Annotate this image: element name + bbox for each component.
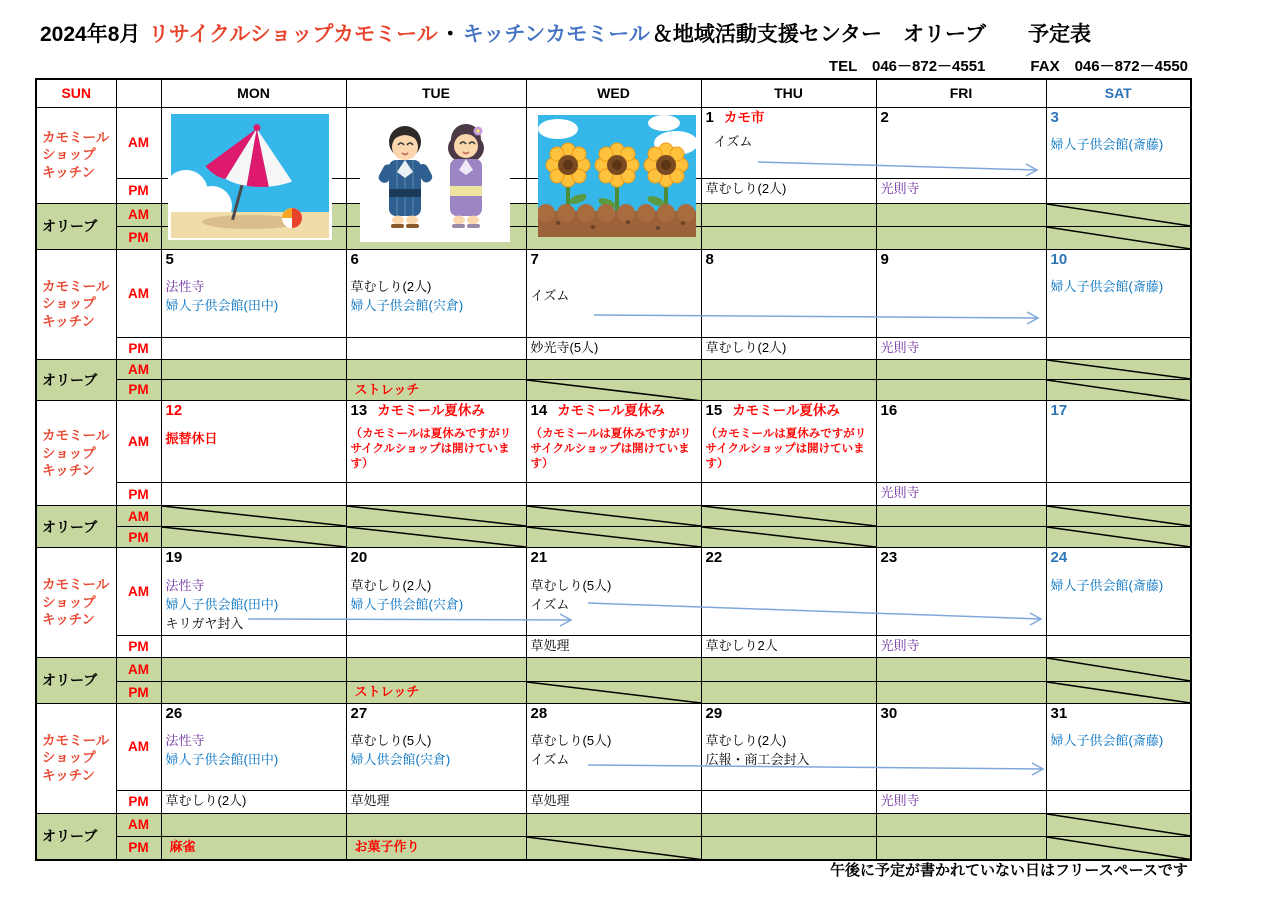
day-number: 16	[880, 402, 898, 420]
day-number: 6	[350, 250, 359, 268]
event: 婦人子供会館(斎藤)	[1050, 578, 1164, 594]
cell-aug27-pm	[346, 790, 526, 813]
cell-aug8-olive-pm	[701, 379, 876, 401]
cell-aug12-olive-am-crossed	[161, 506, 346, 527]
group-olive-label: オリーブ	[36, 506, 116, 548]
day-number: 12	[165, 402, 183, 420]
cell-aug29-pm	[701, 790, 876, 813]
cell-aug28-am	[526, 703, 701, 790]
strikethrough-diagonal	[1047, 527, 1191, 547]
strikethrough-diagonal	[702, 506, 876, 526]
cell-aug13-olive-pm-crossed	[346, 527, 526, 548]
cell-aug19-am	[161, 548, 346, 635]
cell-aug29-am	[701, 703, 876, 790]
cell-aug13-am	[346, 401, 526, 483]
event: イズム	[530, 288, 570, 304]
cell-aug28-olive-am	[526, 813, 701, 836]
strikethrough-diagonal	[527, 837, 701, 860]
event: 婦人子供会館(斎藤)	[1050, 137, 1164, 153]
group-kamomile-label	[36, 107, 116, 203]
group-label-line: ショップ	[42, 296, 96, 312]
strikethrough-diagonal	[527, 682, 701, 703]
event: 草むしり(2人)	[165, 792, 247, 808]
am-label: AM	[116, 203, 161, 226]
event: 草処理	[530, 637, 570, 653]
cell-aug20-am	[346, 548, 526, 635]
cell-aug31-olive-pm-crossed	[1046, 836, 1191, 860]
pm-label: PM	[116, 790, 161, 813]
cell-aug23-am	[876, 548, 1046, 635]
event: 草処理	[530, 792, 570, 808]
day-number: 28	[530, 704, 548, 722]
group-label-line: ショップ	[42, 750, 96, 766]
day-number: 20	[350, 549, 368, 567]
day-number: 9	[880, 250, 889, 268]
group-kamomile-label	[36, 401, 116, 506]
strikethrough-diagonal	[347, 527, 526, 547]
day-number: 23	[880, 549, 898, 567]
cell-aug1-olive-am	[701, 203, 876, 226]
cell-aug14-olive-pm-crossed	[526, 527, 701, 548]
event: 婦人供会館(宍倉)	[350, 752, 451, 768]
strikethrough-diagonal	[1047, 506, 1191, 526]
group-label-line: カモミール	[42, 129, 110, 145]
cell-aug28-pm	[526, 790, 701, 813]
day-number: 7	[530, 250, 539, 268]
event: お菓子作り	[354, 838, 420, 854]
day-number: 19	[165, 549, 183, 567]
cell-aug20-pm	[346, 635, 526, 657]
group-olive-label: オリーブ	[36, 657, 116, 703]
week2-olive-am-row	[36, 359, 1191, 379]
cell-aug1-olive-pm	[701, 226, 876, 249]
group-olive-label: オリーブ	[36, 203, 116, 249]
cell-aug9-am	[876, 249, 1046, 337]
sunflowers-illustration	[538, 115, 696, 242]
event: カモミール夏休み	[557, 403, 665, 419]
tel-fax-line: TEL 046－872－4551 FAX 046－872－4550	[828, 58, 1188, 75]
day-number: 17	[1050, 402, 1068, 420]
day-number: 21	[530, 549, 548, 567]
event: 草むしり(5人)	[350, 733, 432, 749]
pm-label: PM	[116, 337, 161, 359]
cell-aug26-pm	[161, 790, 346, 813]
cell-aug1-pm	[701, 178, 876, 203]
day-number: 22	[705, 549, 723, 567]
cell-aug22-olive-am	[701, 657, 876, 681]
strikethrough-diagonal	[1047, 814, 1191, 836]
event: 草むしり(2人)	[350, 578, 432, 594]
event: 婦人子供会館(田中)	[165, 596, 279, 612]
cell-aug22-pm	[701, 635, 876, 657]
cell-aug29-olive-am	[701, 813, 876, 836]
cell-aug10-am	[1046, 249, 1191, 337]
title-shop-name: リサイクルショップカモミール	[148, 23, 438, 46]
event: 光則寺	[880, 339, 920, 355]
pm-label: PM	[116, 836, 161, 860]
week4-olive-pm-row	[36, 681, 1191, 703]
cell-aug30-olive-am	[876, 813, 1046, 836]
week4-pm-row	[36, 635, 1191, 657]
group-label-line: キッチン	[42, 463, 96, 479]
cell-aug17-pm	[1046, 483, 1191, 506]
event: ストレッチ	[354, 381, 420, 397]
cell-aug20-olive-am	[346, 657, 526, 681]
pm-label: PM	[116, 226, 161, 249]
day-number: 14	[530, 402, 548, 420]
strikethrough-diagonal	[702, 527, 876, 547]
cell-aug23-pm	[876, 635, 1046, 657]
group-olive-label: オリーブ	[36, 359, 116, 401]
event: 草むしり(2人)	[705, 180, 787, 196]
am-label: AM	[116, 249, 161, 337]
cell-aug5-olive-pm	[161, 379, 346, 401]
cell-aug22-olive-pm	[701, 681, 876, 703]
week2-am-row	[36, 249, 1191, 337]
cell-aug16-pm	[876, 483, 1046, 506]
header-fri: FRI	[876, 79, 1046, 107]
cell-aug31-olive-am-crossed	[1046, 813, 1191, 836]
am-label: AM	[116, 548, 161, 635]
day-number: 15	[705, 402, 723, 420]
cell-aug7-am	[526, 249, 701, 337]
group-kamomile-label	[36, 249, 116, 359]
pm-label: PM	[116, 527, 161, 548]
group-label-line: キッチン	[42, 164, 96, 180]
cell-aug10-olive-am-crossed	[1046, 359, 1191, 379]
pm-label: PM	[116, 379, 161, 401]
cell-aug2-olive-pm	[876, 226, 1046, 249]
cell-aug21-olive-pm-crossed	[526, 681, 701, 703]
cell-aug26-olive-pm	[161, 836, 346, 860]
event: 光則寺	[880, 485, 920, 501]
strikethrough-diagonal	[1047, 658, 1191, 681]
cell-aug7-pm	[526, 337, 701, 359]
am-label: AM	[116, 401, 161, 483]
cell-aug16-olive-am	[876, 506, 1046, 527]
am-label: AM	[116, 359, 161, 379]
event: 草むしり(2人)	[705, 733, 787, 749]
cell-aug12-olive-pm-crossed	[161, 527, 346, 548]
holiday-note: （カモミールは夏休みですがリサイクルショップは開けています）	[705, 428, 867, 470]
am-label: AM	[116, 506, 161, 527]
cell-aug9-olive-am	[876, 359, 1046, 379]
cell-aug6-pm	[346, 337, 526, 359]
group-label-line: ショップ	[42, 594, 96, 610]
header-wed: WED	[526, 79, 701, 107]
cell-aug3-olive-pm-crossed	[1046, 226, 1191, 249]
strikethrough-diagonal	[1047, 682, 1191, 703]
holiday-note: （カモミールは夏休みですがリサイクルショップは開けています）	[350, 428, 512, 470]
event: イズム	[530, 596, 570, 612]
am-label: AM	[116, 813, 161, 836]
header-tue: TUE	[346, 79, 526, 107]
cell-aug14-olive-am-crossed	[526, 506, 701, 527]
strikethrough-diagonal	[1047, 380, 1191, 401]
cell-aug8-pm	[701, 337, 876, 359]
cell-aug7-olive-pm-crossed	[526, 379, 701, 401]
day-number: 13	[350, 402, 368, 420]
event: 妙光寺(5人)	[530, 339, 599, 355]
strikethrough-diagonal	[1047, 360, 1191, 379]
page-title	[40, 18, 1093, 48]
yukata-children-illustration	[360, 112, 510, 247]
cell-aug19-olive-pm	[161, 681, 346, 703]
cell-aug24-pm	[1046, 635, 1191, 657]
weekday-header-row	[36, 79, 1191, 107]
cell-aug24-olive-pm-crossed	[1046, 681, 1191, 703]
cell-aug3-olive-am-crossed	[1046, 203, 1191, 226]
beach-umbrella-illustration	[168, 112, 332, 245]
strikethrough-diagonal	[1047, 204, 1191, 226]
week3-olive-pm-row	[36, 527, 1191, 548]
event: イズム	[713, 134, 753, 150]
week3-pm-row	[36, 483, 1191, 506]
cell-aug1-am	[701, 107, 876, 178]
cell-aug9-olive-pm	[876, 379, 1046, 401]
header-sun: SUN	[36, 79, 116, 107]
cell-aug13-olive-am-crossed	[346, 506, 526, 527]
cell-aug27-olive-am	[346, 813, 526, 836]
cell-aug16-olive-pm	[876, 527, 1046, 548]
cell-aug15-olive-am-crossed	[701, 506, 876, 527]
week5-pm-row	[36, 790, 1191, 813]
event: 草むしり(5人)	[530, 578, 612, 594]
strikethrough-diagonal	[527, 380, 701, 401]
week5-am-row	[36, 703, 1191, 790]
title-rest: ＆地域活動支援センター オリーブ 予定表	[651, 23, 1091, 46]
cell-aug9-pm	[876, 337, 1046, 359]
week5-olive-pm-row	[36, 836, 1191, 860]
pm-label: PM	[116, 681, 161, 703]
cell-aug5-am	[161, 249, 346, 337]
week3-am-row	[36, 401, 1191, 483]
group-label-line: キッチン	[42, 767, 96, 783]
group-olive-label: オリーブ	[36, 813, 116, 860]
event: ストレッチ	[354, 683, 420, 699]
day-number: 3	[1050, 108, 1059, 126]
title-date: 2024年8月	[40, 23, 141, 46]
group-label-line: カモミール	[42, 278, 110, 294]
cell-aug24-olive-am-crossed	[1046, 657, 1191, 681]
event: 草むしり(2人)	[350, 279, 432, 295]
cell-aug23-olive-am	[876, 657, 1046, 681]
week4-olive-am-row	[36, 657, 1191, 681]
cell-aug17-olive-am-crossed	[1046, 506, 1191, 527]
event: 婦人子供会館(宍倉)	[350, 596, 464, 612]
week4-am-row	[36, 548, 1191, 635]
cell-aug24-am	[1046, 548, 1191, 635]
cell-aug14-am	[526, 401, 701, 483]
event: 広報・商工会封入	[705, 752, 810, 768]
strikethrough-diagonal	[347, 506, 526, 526]
day-number: 8	[705, 250, 714, 268]
cell-aug21-am	[526, 548, 701, 635]
header-sat: SAT	[1046, 79, 1191, 107]
cell-aug12-am	[161, 401, 346, 483]
strikethrough-diagonal	[162, 506, 346, 526]
event: 光則寺	[880, 180, 920, 196]
cell-aug30-pm	[876, 790, 1046, 813]
day-number: 2	[880, 108, 889, 126]
header-blank	[116, 79, 161, 107]
strikethrough-diagonal	[527, 506, 701, 526]
group-label-line: キッチン	[42, 313, 96, 329]
cell-aug8-am	[701, 249, 876, 337]
event: カモ市	[723, 109, 765, 125]
cell-aug28-olive-pm-crossed	[526, 836, 701, 860]
group-kamomile-label	[36, 703, 116, 813]
cell-aug10-olive-pm-crossed	[1046, 379, 1191, 401]
cell-aug5-olive-am	[161, 359, 346, 379]
day-number: 1	[705, 108, 714, 126]
event: 光則寺	[880, 637, 920, 653]
cell-aug7-olive-am	[526, 359, 701, 379]
group-kamomile-label	[36, 548, 116, 657]
cell-aug23-olive-pm	[876, 681, 1046, 703]
day-number: 29	[705, 704, 723, 722]
group-label-line: カモミール	[42, 577, 110, 593]
pm-label: PM	[116, 635, 161, 657]
event: 法性寺	[165, 733, 205, 749]
cell-aug17-olive-pm-crossed	[1046, 527, 1191, 548]
cell-aug10-pm	[1046, 337, 1191, 359]
cell-aug29-olive-pm	[701, 836, 876, 860]
cell-aug16-am	[876, 401, 1046, 483]
cell-aug2-am	[876, 107, 1046, 178]
cell-aug14-pm	[526, 483, 701, 506]
cell-aug8-olive-am	[701, 359, 876, 379]
cell-aug19-pm	[161, 635, 346, 657]
strikethrough-diagonal	[162, 527, 346, 547]
cell-aug13-pm	[346, 483, 526, 506]
event: 草むしり2人	[705, 637, 778, 653]
cell-aug27-olive-pm	[346, 836, 526, 860]
cell-aug30-olive-pm	[876, 836, 1046, 860]
cell-aug17-am	[1046, 401, 1191, 483]
day-number: 26	[165, 704, 183, 722]
cell-aug15-pm	[701, 483, 876, 506]
cell-aug30-am	[876, 703, 1046, 790]
cell-aug6-olive-am	[346, 359, 526, 379]
event: 草むしり(5人)	[530, 733, 612, 749]
group-label-line: カモミール	[42, 428, 110, 444]
cell-aug22-am	[701, 548, 876, 635]
event: キリガヤ封入	[165, 615, 244, 631]
event: 法性寺	[165, 578, 205, 594]
holiday-note: （カモミールは夏休みですがリサイクルショップは開けています）	[530, 428, 692, 470]
event: 法性寺	[165, 279, 205, 295]
event: カモミール夏休み	[732, 403, 840, 419]
pm-label: PM	[116, 178, 161, 203]
day-number: 24	[1050, 549, 1068, 567]
cell-aug21-olive-am	[526, 657, 701, 681]
cell-aug26-olive-am	[161, 813, 346, 836]
group-label-line: キッチン	[42, 612, 96, 628]
week2-pm-row	[36, 337, 1191, 359]
day-number: 27	[350, 704, 368, 722]
event: イズム	[530, 752, 570, 768]
day-number: 10	[1050, 250, 1068, 268]
strikethrough-diagonal	[1047, 227, 1191, 249]
event: 草むしり(2人)	[705, 339, 787, 355]
strikethrough-diagonal	[527, 527, 701, 547]
title-kitchen-name: キッチンカモミール	[462, 23, 650, 46]
day-number: 31	[1050, 704, 1068, 722]
event: 婦人子供会館(斎藤)	[1050, 279, 1164, 295]
am-label: AM	[116, 657, 161, 681]
cell-aug20-olive-pm	[346, 681, 526, 703]
week2-olive-pm-row	[36, 379, 1191, 401]
day-number: 5	[165, 250, 174, 268]
header-thu: THU	[701, 79, 876, 107]
cell-aug27-am	[346, 703, 526, 790]
cell-aug5-pm	[161, 337, 346, 359]
cell-aug15-olive-pm-crossed	[701, 527, 876, 548]
pm-label: PM	[116, 483, 161, 506]
week3-olive-am-row	[36, 506, 1191, 527]
group-label-line: カモミール	[42, 732, 110, 748]
event: 草処理	[350, 792, 390, 808]
group-label-line: ショップ	[42, 445, 96, 461]
am-label: AM	[116, 107, 161, 178]
cell-aug3-pm	[1046, 178, 1191, 203]
event: 振替休日	[165, 431, 218, 447]
group-label-line: ショップ	[42, 147, 96, 163]
header-mon: MON	[161, 79, 346, 107]
cell-aug26-am	[161, 703, 346, 790]
footer-note: 午後に予定が書かれていない日はフリースペースです	[830, 862, 1188, 879]
cell-aug31-pm	[1046, 790, 1191, 813]
week5-olive-am-row	[36, 813, 1191, 836]
am-label: AM	[116, 703, 161, 790]
cell-aug15-am	[701, 401, 876, 483]
event: カモミール夏休み	[377, 403, 485, 419]
cell-aug2-olive-am	[876, 203, 1046, 226]
title-separator-dot: ・	[439, 23, 461, 46]
cell-aug19-olive-am	[161, 657, 346, 681]
strikethrough-diagonal	[1047, 837, 1191, 860]
day-number: 30	[880, 704, 898, 722]
cell-aug2-pm	[876, 178, 1046, 203]
cell-aug21-pm	[526, 635, 701, 657]
event: 婦人子供会館(斎藤)	[1050, 733, 1164, 749]
event: 婦人子供会館(田中)	[165, 298, 279, 314]
event: 婦人子供会館(田中)	[165, 752, 279, 768]
cell-aug3-am	[1046, 107, 1191, 178]
cell-aug6-am	[346, 249, 526, 337]
cell-aug31-am	[1046, 703, 1191, 790]
event: 麻雀	[169, 838, 196, 854]
cell-aug12-pm	[161, 483, 346, 506]
cell-aug6-olive-pm	[346, 379, 526, 401]
event: 婦人子供会館(宍倉)	[350, 298, 464, 314]
event: 光則寺	[880, 792, 920, 808]
